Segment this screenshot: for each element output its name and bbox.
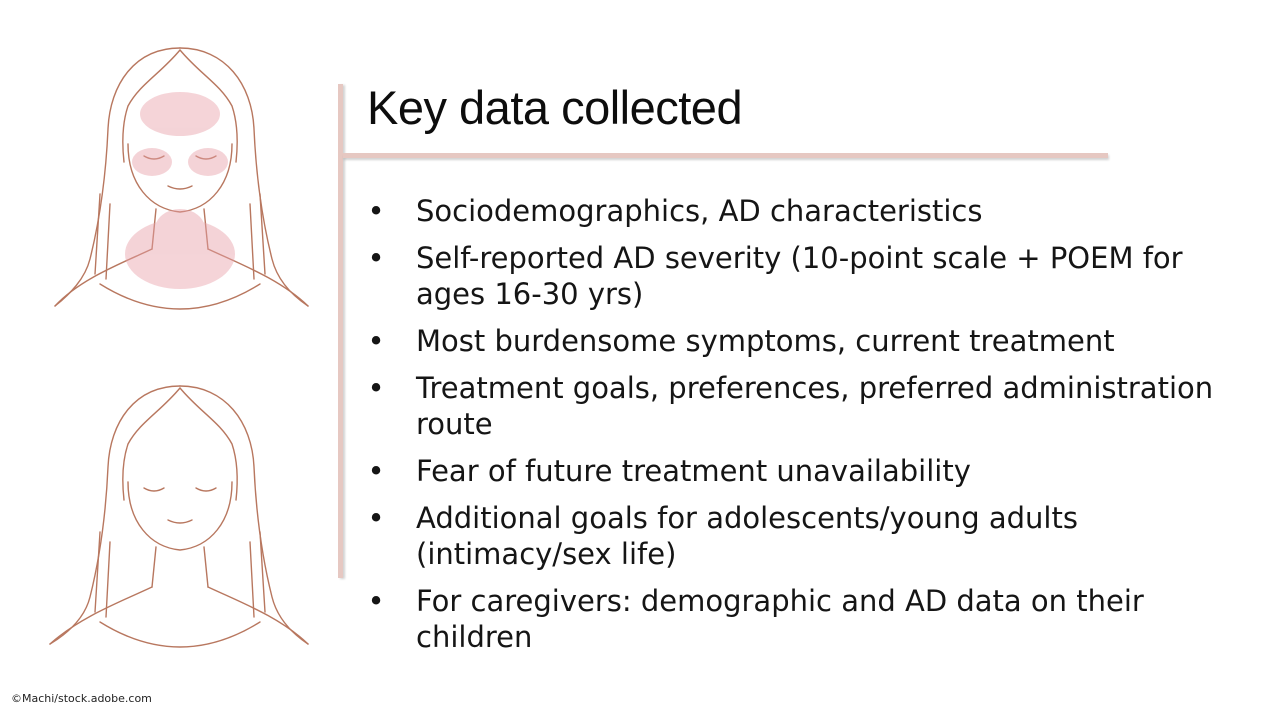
bullet-text: Most burdensome symptoms, current treatment	[416, 324, 1115, 358]
bullet-text: Additional goals for adolescents/young adults (intimacy/sex life)	[416, 501, 1078, 571]
illustration-woman-with-rash	[40, 44, 320, 316]
bullet-dot: •	[367, 454, 385, 488]
bullet-text: Self-reported AD severity (10-point scale + POEM for ages 16-30 yrs)	[416, 241, 1183, 311]
image-credit: ©Machi/stock.adobe.com	[11, 692, 152, 705]
bullet-item	[366, 193, 1246, 229]
bullet-item	[366, 240, 1246, 312]
bullet-text: Fear of future treatment unavailability	[416, 454, 971, 488]
bullet-dot: •	[367, 194, 385, 228]
bullet-dot: •	[367, 584, 385, 618]
bullet-text: Sociodemographics, AD characteristics	[416, 194, 983, 228]
slide-title: Key data collected	[367, 81, 743, 134]
vertical-divider	[338, 84, 343, 578]
bullet-dot: •	[367, 324, 385, 358]
bullet-item	[366, 323, 1246, 359]
bullet-text: Treatment goals, preferences, preferred administration route	[416, 371, 1214, 441]
illustration-woman-clear-skin	[40, 382, 320, 654]
bullet-item	[366, 583, 1246, 655]
bullet-item	[366, 370, 1246, 442]
bullet-dot: •	[367, 501, 385, 535]
title-underline	[343, 153, 1108, 158]
bullet-dot: •	[367, 241, 385, 275]
bullet-text: For caregivers: demographic and AD data on their children	[416, 584, 1144, 654]
bullet-list	[366, 193, 1246, 666]
bullet-item	[366, 453, 1246, 489]
bullet-item	[366, 500, 1246, 572]
bullet-dot: •	[367, 371, 385, 405]
